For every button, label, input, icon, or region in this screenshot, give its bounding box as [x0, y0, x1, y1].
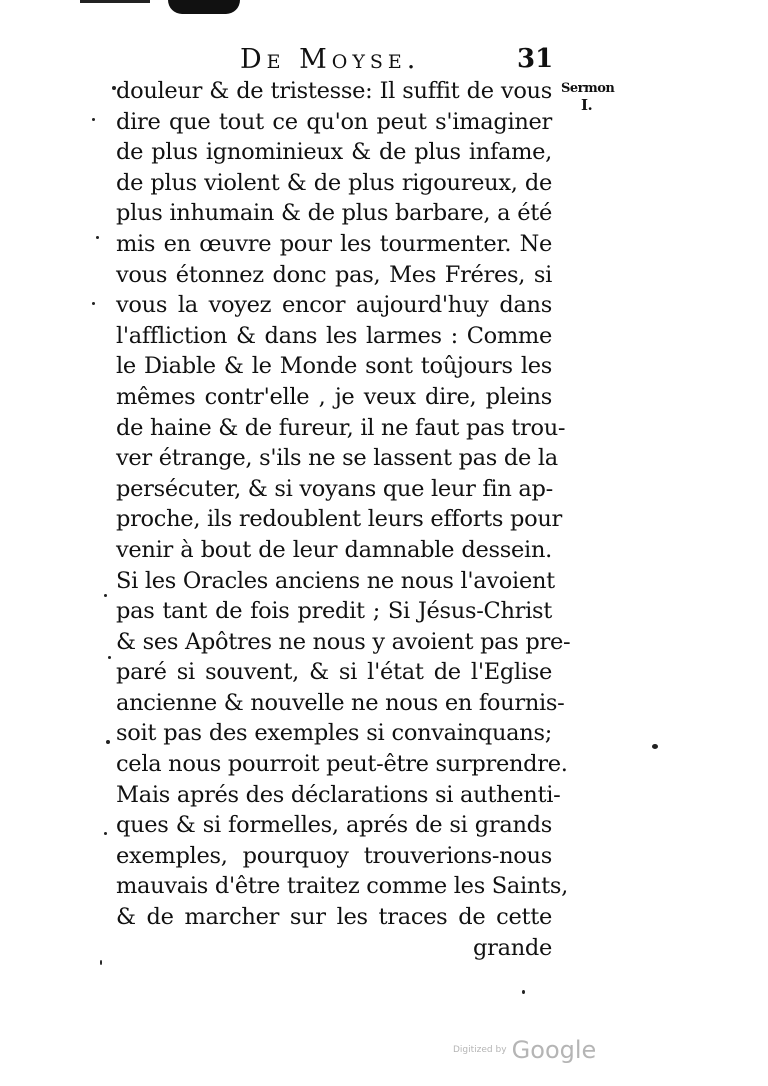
- ink-speck: [104, 832, 107, 835]
- ink-speck: [104, 594, 107, 597]
- ink-smudge: [168, 0, 240, 14]
- margin-note-label: Sermon: [561, 81, 615, 96]
- digitization-watermark: [453, 1036, 596, 1064]
- text-line: de plus violent & de plus rigoureux, de: [116, 169, 552, 196]
- text-line: & ses Apôtres ne nous y avoient pas pre-: [116, 628, 571, 655]
- text-line: persécuter, & si voyans que leur fin ap-: [116, 475, 553, 502]
- ink-speck: [100, 960, 102, 965]
- text-line: Mais aprés des déclarations si authenti-: [116, 781, 561, 808]
- ink-speck: [92, 118, 95, 121]
- text-line: douleur & de tristesse: Il suffit de vous: [116, 78, 552, 104]
- ink-speck: [106, 740, 110, 744]
- text-line: exemples, pourquoy trouverions-nous: [116, 842, 552, 869]
- text-line: ques & si formelles, aprés de si grands: [116, 812, 552, 839]
- margin-note-number: I.: [581, 96, 593, 114]
- text-line: vous la voyez encor aujourd'huy dans: [116, 292, 552, 319]
- text-line: paré si souvent, & si l'état de l'Eglise: [116, 659, 552, 686]
- catchword: grande: [473, 934, 552, 961]
- text-line: ancienne & nouvelle ne nous en fournis-: [116, 689, 565, 716]
- text-line: de plus ignominieux & de plus infame,: [116, 139, 552, 166]
- text-line: proche, ils redoublent leurs efforts pour: [116, 506, 562, 533]
- text-line: pas tant de fois predit ; Si Jésus-Christ: [116, 598, 552, 625]
- text-line: venir à bout de leur damnable dessein.: [116, 536, 552, 563]
- text-line: mêmes contr'elle , je veux dire, pleins: [116, 383, 552, 410]
- text-line: plus inhumain & de plus barbare, a été: [116, 200, 552, 227]
- ink-speck: [92, 302, 95, 305]
- text-line: mis en œuvre pour les tourmenter. Ne: [116, 230, 552, 257]
- watermark-brand: Google: [511, 1036, 597, 1064]
- body-text: [116, 76, 571, 963]
- text-line: ver étrange, s'ils ne se lassent pas de la: [116, 445, 558, 472]
- text-line: vous étonnez donc pas, Mes Fréres, si: [116, 261, 552, 288]
- text-line: soit pas des exemples si convainquans;: [116, 720, 552, 747]
- text-line: le Diable & le Monde sont toûjours les: [116, 353, 552, 380]
- page-number: 31: [517, 44, 554, 74]
- ink-speck: [652, 744, 658, 749]
- text-line: Si les Oracles anciens ne nous l'avoient: [116, 567, 555, 594]
- text-line: mauvais d'être traitez comme les Saints,: [116, 873, 568, 900]
- text-line: & de marcher sur les traces de cette: [116, 904, 552, 931]
- watermark-prefix: Digitized by: [453, 1045, 507, 1055]
- text-line: de haine & de fureur, il ne faut pas trou-: [116, 414, 566, 441]
- margin-note: [561, 80, 614, 114]
- text-line: dire que tout ce qu'on peut s'imaginer: [116, 108, 552, 135]
- top-edge-mark: [80, 0, 150, 3]
- ink-speck: [96, 236, 99, 239]
- text-line: l'affliction & dans les larmes : Comme: [116, 322, 552, 349]
- ink-speck: [522, 990, 525, 994]
- text-line: cela nous pourroit peut-être surprendre.: [116, 751, 568, 778]
- ink-speck: [112, 86, 116, 90]
- running-head: De Moyse.: [240, 44, 421, 75]
- ink-speck: [108, 656, 111, 659]
